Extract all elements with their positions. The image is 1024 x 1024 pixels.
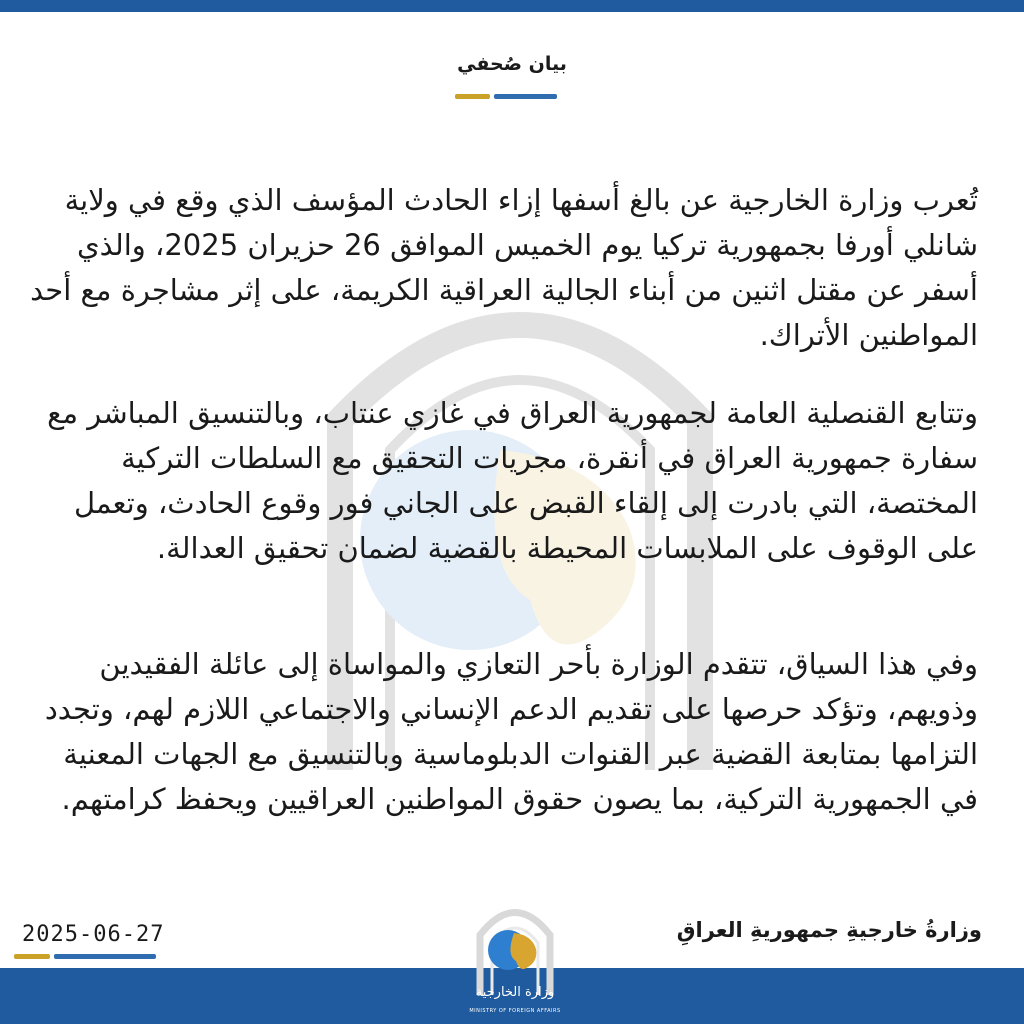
logo-arabic-caption: وزارة الخارجية [475, 985, 555, 1000]
press-release-header [412, 50, 612, 78]
logo-english-caption: MINISTRY OF FOREIGN AFFAIRS [469, 1008, 561, 1014]
date-underline-blue [54, 954, 156, 959]
date-underline-gold [14, 954, 50, 959]
press-release-title: بيان صُحفي [457, 53, 567, 75]
top-border-bar [0, 0, 1024, 12]
statement-paragraph-3: وفي هذا السياق، تتقدم الوزارة بأحر التعازي والمواساة إلى عائلة الفقيدين وذويهم، وتؤكد حرصها على تقديم الدعم الإنساني والاجتماعي اللازم لهم، وتجدد التزامها بمتابعة القضية عبر القنوات الدبلوماسية وبالتنسيق مع الجهات المعنية في الجمهورية التركية، بما يصون حقوق المواطنين العراقيين ويحفظ كرامتهم. [44, 647, 978, 816]
statement-paragraph-1: تُعرب وزارة الخارجية عن بالغ أسفها إزاء الحادث المؤسف الذي وقع في ولاية شانلي أورفا بجمهورية تركيا يوم الخميس الموافق 26 حزيران 2025، والذي أسفر عن مقتل اثنين من أبناء الجالية العراقية الكريمة، على إثر مشاجرة مع أحد المواطنين الأتراك. [30, 183, 978, 352]
header-underline-blue [494, 94, 557, 99]
release-date: 2025-06-27 [22, 922, 165, 947]
ministry-signature: وزارةُ خارجيةِ جمهوريةِ العراقِ [676, 918, 982, 942]
header-underline-gold [455, 94, 490, 99]
ministry-logo-icon [470, 895, 560, 1020]
statement-paragraph-2: وتتابع القنصلية العامة لجمهورية العراق في غازي عنتاب، وبالتنسيق المباشر مع سفارة جمهورية العراق في أنقرة، مجريات التحقيق مع السلطات التركية المختصة، التي بادرت إلى إلقاء القبض على الجاني فور وقوع الحادث، وتعمل على الوقوف على الملابسات المحيطة بالقضية لضمان تحقيق العدالة. [47, 396, 978, 565]
